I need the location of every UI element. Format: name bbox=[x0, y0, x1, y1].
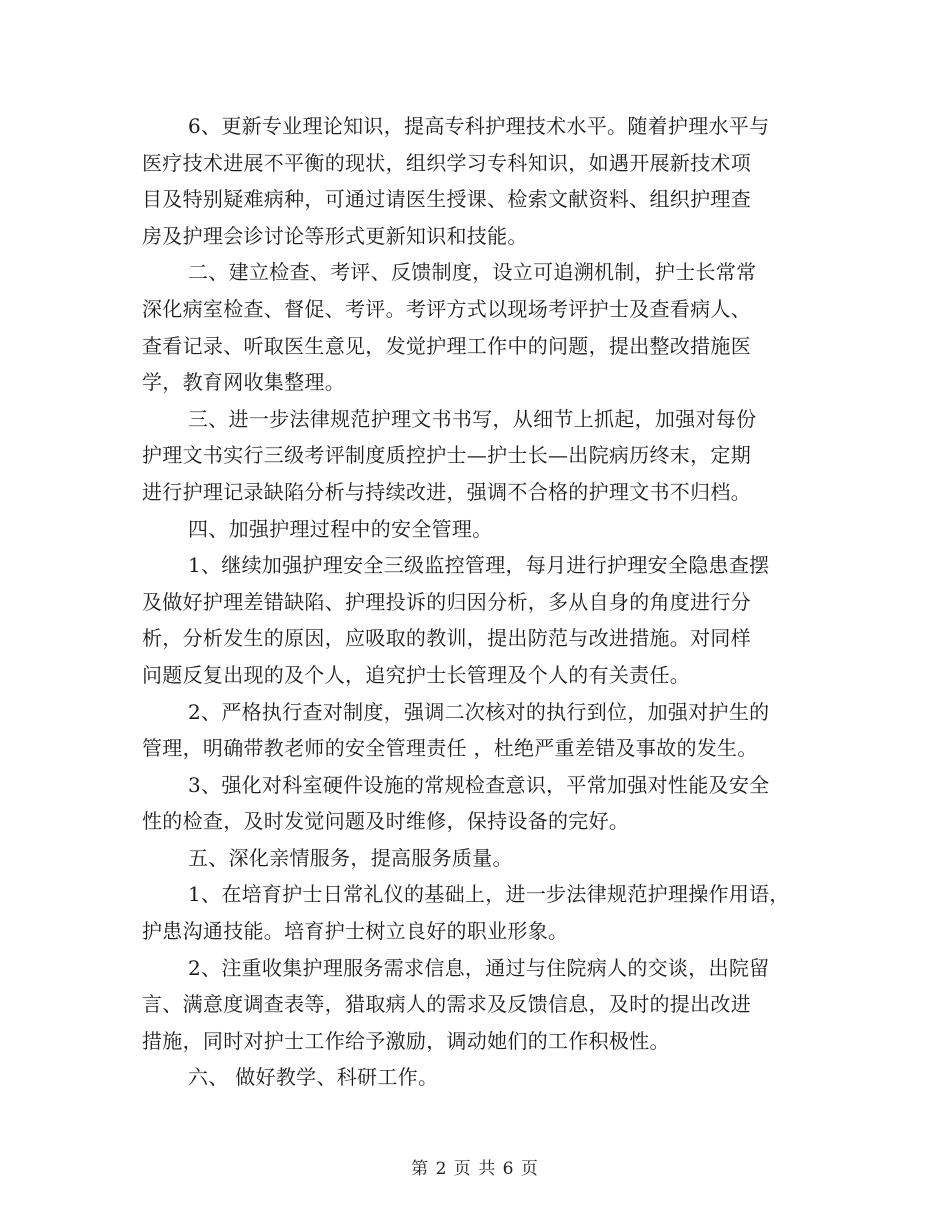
text-line: 进行护理记录缺陷分析与持续改进，强调不合格的护理文书不归档。 bbox=[142, 479, 751, 504]
paragraph bbox=[142, 547, 814, 693]
text-line: 六、 做好教学、科研工作。 bbox=[188, 1065, 439, 1090]
text-line: 问题反复出现的及个人，追究护士长管理及个人的有关责任。 bbox=[142, 662, 691, 687]
text-line: 言、满意度调查表等，猎取病人的需求及反馈信息，及时的提出改进 bbox=[142, 992, 751, 1017]
paragraph bbox=[142, 767, 814, 840]
text-line: 医疗技术进展不平衡的现状，组织学习专科知识，如遇开展新技术项 bbox=[142, 150, 751, 175]
text-line: 房及护理会诊讨论等形式更新知识和技能。 bbox=[142, 223, 528, 248]
text-line: 目及特别疑难病种，可通过请医生授课、检索文献资料、组织护理查 bbox=[142, 187, 751, 212]
paragraph bbox=[142, 254, 814, 400]
text-line: 查看记录、听取医生意见，发觉护理工作中的问题，提出整改措施医 bbox=[142, 333, 751, 358]
text-line: 措施，同时对护士工作给予激励，调动她们的工作积极性。 bbox=[142, 1028, 670, 1053]
text-line: 3、强化对科室硬件设施的常规检查意识，平常加强对性能及安全 bbox=[188, 772, 770, 797]
section-heading bbox=[142, 840, 814, 877]
paragraph bbox=[142, 401, 814, 511]
text-line: 2、注重收集护理服务需求信息，通过与住院病人的交谈，出院留 bbox=[188, 955, 770, 980]
paragraph bbox=[142, 876, 814, 949]
section-heading bbox=[142, 511, 814, 548]
page-number-footer: 第 2 页 共 6 页 bbox=[411, 1159, 539, 1179]
text-line: 6、更新专业理论知识，提高专科护理技术水平。随着护理水平与 bbox=[188, 114, 770, 138]
text-line: 2、严格执行查对制度，强调二次核对的执行到位，加强对护生的 bbox=[188, 699, 770, 724]
paragraph bbox=[142, 108, 814, 254]
text-line: 管理，明确带教老师的安全管理责任 ，杜绝严重差错及事故的发生。 bbox=[142, 736, 758, 761]
text-line: 护理文书实行三级考评制度质控护士—护士长—出院病历终末，定期 bbox=[142, 443, 751, 468]
paragraph bbox=[142, 694, 814, 767]
text-line: 四、加强护理过程中的安全管理。 bbox=[188, 516, 493, 541]
text-line: 1、继续加强护理安全三级监控管理，每月进行护理安全隐患查摆 bbox=[188, 553, 770, 578]
text-line: 护患沟通技能。培育护士树立良好的职业形象。 bbox=[142, 919, 569, 944]
text-line: 析，分析发生的原因，应吸取的教训，提出防范与改进措施。对同样 bbox=[142, 626, 751, 651]
document-body bbox=[142, 108, 814, 1096]
text-line: 五、深化亲情服务，提高服务质量。 bbox=[188, 845, 513, 870]
text-line: 1、在培育护士日常礼仪的基础上，进一步法律规范护理操作用语， bbox=[188, 882, 790, 907]
text-line: 二、建立检查、考评、反馈制度，设立可追溯机制，护士长常常 bbox=[188, 260, 757, 285]
text-line: 深化病室检查、督促、考评。考评方式以现场考评护士及查看病人、 bbox=[142, 296, 751, 321]
text-line: 三、进一步法律规范护理文书书写，从细节上抓起，加强对每份 bbox=[188, 406, 757, 431]
text-line: 性的检查，及时发觉问题及时维修，保持设备的完好。 bbox=[142, 809, 630, 834]
paragraph bbox=[142, 950, 814, 1060]
text-line: 及做好护理差错缺陷、护理投诉的归因分析，多从自身的角度进行分 bbox=[142, 589, 751, 614]
text-line: 学，教育网收集整理。 bbox=[142, 370, 345, 395]
section-heading bbox=[142, 1059, 814, 1096]
